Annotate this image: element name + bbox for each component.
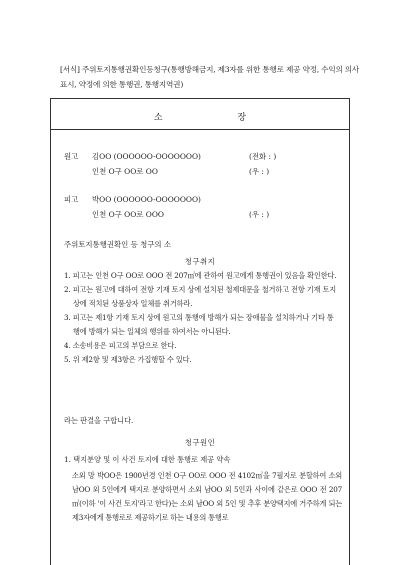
claim-item: 1. 피고는 인천 O구 OO로 OOO 전 207㎡에 관하여 원고에게 통행권이 있음을 확인한다. <box>64 271 337 280</box>
defendant-postal: (우 : ) <box>249 210 270 219</box>
defendant-name: 박OO (OOOOOO-OOOOOOO) <box>92 195 201 204</box>
claim-item: 3. 피고는 제1항 기재 토지 상에 원고의 통행에 방해가 되는 장애물을 설치하거나 기타 통행에 방해가 되는 일체의 행위를 하여서는 아니된다. <box>64 313 334 336</box>
plaintiff-name: 김OO (OOOOOO-OOOOOOO) <box>92 152 201 161</box>
title-divider <box>51 129 349 130</box>
claim-item: 4. 소송비용은 피고의 부담으로 한다. <box>64 341 177 350</box>
plaintiff-phone: (전화 : ) <box>249 152 277 161</box>
judgment-request: 라는 판결을 구합니다. <box>64 416 134 425</box>
form-header-title: [서식] 주위토지통행권확인등청구(통행방해금지, 제3자를 위한 통행로 제공 약정, 수익의 의사표시, 약정에 의한 통행권, 통행지역권) <box>60 65 360 89</box>
plaintiff-label: 원고 <box>64 152 79 161</box>
reasons-section-title: 청구원인 <box>184 438 216 447</box>
defendant-address: 인천 O구 OO로 OOO <box>92 210 164 219</box>
complaint-form <box>50 98 350 565</box>
reason-paragraph: 소외 망 박OO은 1900년경 인천 O구 OO로 OOO 전 4102㎡을 7필지로 분할하여 소외 남OO 외 5인에게 택지로 분양하면서 소외 남OO 외 5인과 사이에 같은로 OOO 전 207㎡(이하 '이 사건 토지'라고 한다)는 소외 남OO 외 5인 및 추후 분양택지에 거주하게 되는 제3자에게 통행로로 제공하기로 하는 내용의 통행로 <box>72 471 342 522</box>
claims-section-title: 청구취지 <box>184 257 216 266</box>
plaintiff-info <box>51 151 349 181</box>
defendant-label: 피고 <box>64 195 79 204</box>
claims-list <box>64 269 340 367</box>
claim-item: 2. 피고는 원고에 대하여 전항 기재 토지 상에 설치된 철제대문을 철거하고 전항 기재 토지상에 적치된 상품상자 일체를 취거하라. <box>64 285 337 308</box>
case-name: 주위토지통행권확인 등 청구의 소 <box>64 240 172 249</box>
plaintiff-postal: (우 : ) <box>249 167 270 176</box>
plaintiff-address: 인천 O구 OO로 OO <box>92 167 158 176</box>
claim-item: 5. 위 제2항 및 제3항은 가집행할 수 있다. <box>64 355 192 364</box>
document-title: 소 장 <box>153 113 283 123</box>
reason-heading: 1. 택지분양 및 이 사건 토지에 대한 통행로 제공 약속 <box>64 455 231 464</box>
defendant-info <box>51 194 349 224</box>
